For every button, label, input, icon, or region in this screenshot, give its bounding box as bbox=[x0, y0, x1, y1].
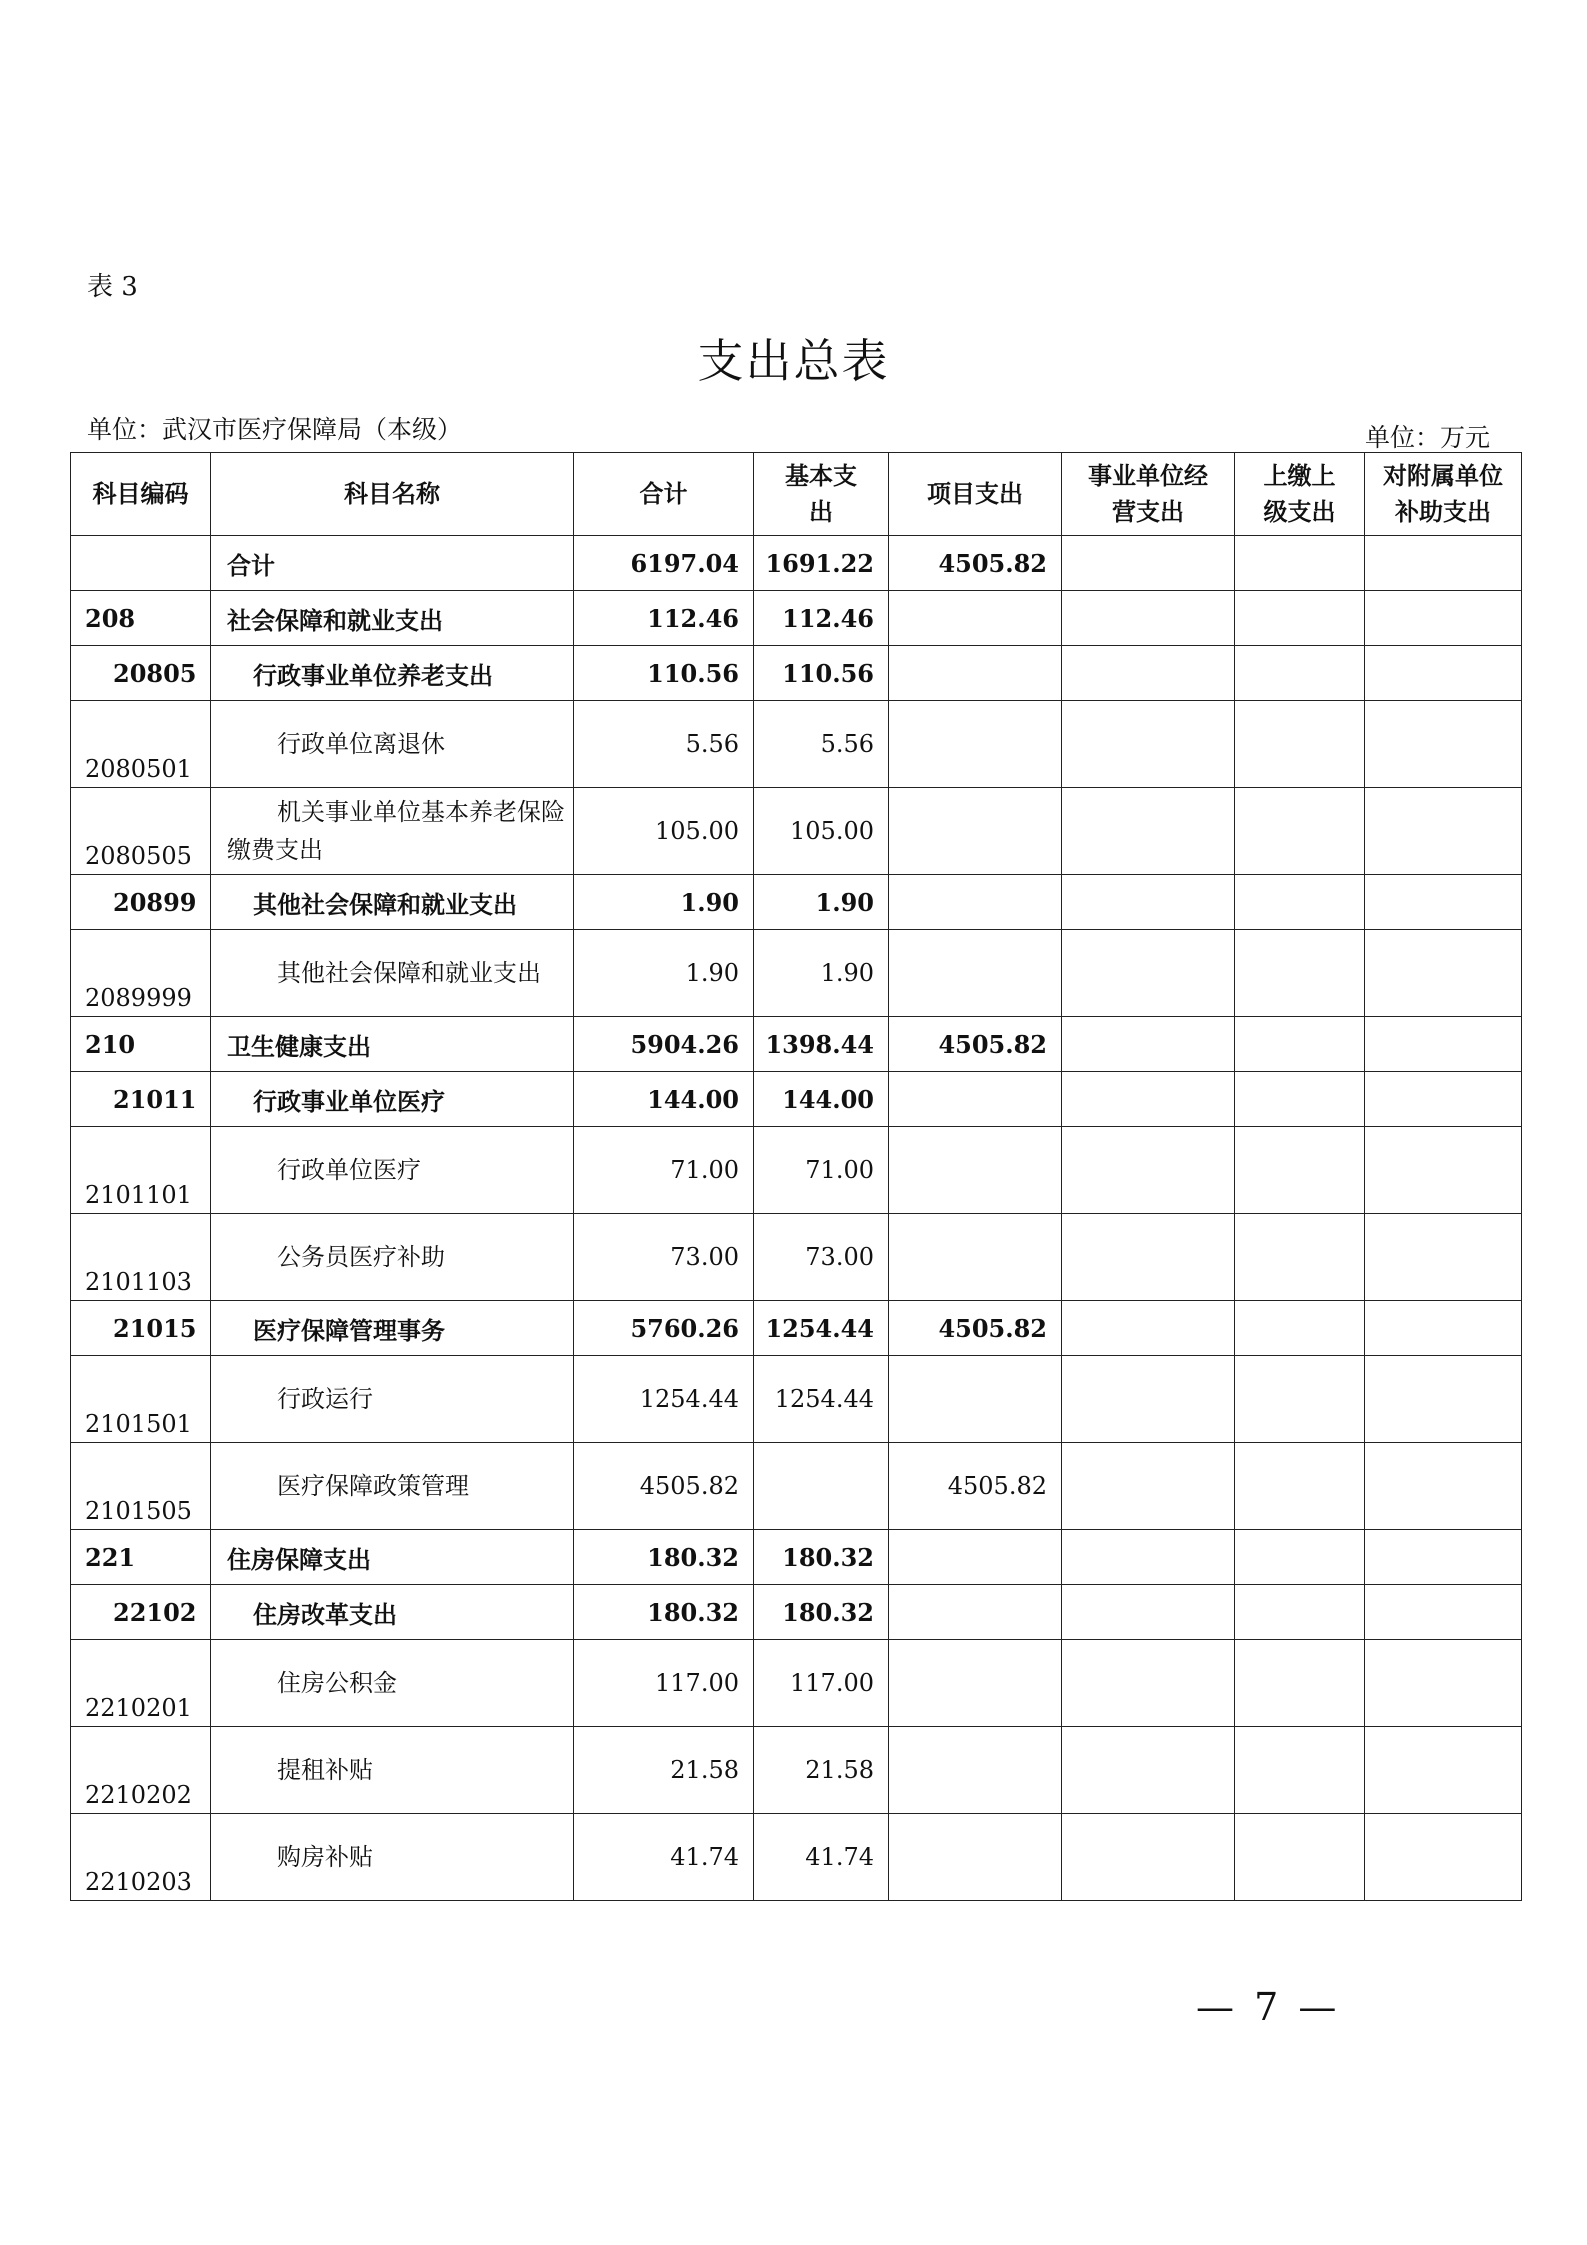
row-project bbox=[889, 1530, 1062, 1585]
row-project bbox=[889, 875, 1062, 930]
row-name: 住房公积金 bbox=[211, 1640, 574, 1727]
row-subsidy bbox=[1365, 1356, 1522, 1443]
row-upper bbox=[1235, 1072, 1365, 1127]
row-upper bbox=[1235, 1585, 1365, 1640]
row-subsidy bbox=[1365, 875, 1522, 930]
row-subsidy bbox=[1365, 930, 1522, 1017]
row-subsidy bbox=[1365, 1443, 1522, 1530]
row-upper bbox=[1235, 646, 1365, 701]
row-upper bbox=[1235, 1127, 1365, 1214]
row-project: 4505.82 bbox=[889, 1017, 1062, 1072]
row-subsidy bbox=[1365, 591, 1522, 646]
row-name: 机关事业单位基本养老保险缴费支出 bbox=[211, 788, 574, 875]
row-business bbox=[1062, 1727, 1235, 1814]
row-name: 住房改革支出 bbox=[211, 1585, 574, 1640]
unit-currency: 单位：万元 bbox=[1364, 423, 1490, 452]
row-name: 其他社会保障和就业支出 bbox=[211, 930, 574, 1017]
row-name: 行政事业单位医疗 bbox=[211, 1072, 574, 1127]
row-project bbox=[889, 1814, 1062, 1901]
row-name: 提租补贴 bbox=[211, 1727, 574, 1814]
row-business bbox=[1062, 1301, 1235, 1356]
table-row bbox=[71, 1727, 1522, 1814]
row-total: 180.32 bbox=[574, 1585, 754, 1640]
row-project: 4505.82 bbox=[889, 536, 1062, 591]
row-name: 行政事业单位养老支出 bbox=[211, 646, 574, 701]
row-project bbox=[889, 1072, 1062, 1127]
row-subsidy bbox=[1365, 536, 1522, 591]
row-subsidy bbox=[1365, 1640, 1522, 1727]
row-project bbox=[889, 788, 1062, 875]
row-business bbox=[1062, 1585, 1235, 1640]
row-basic: 21.58 bbox=[754, 1727, 889, 1814]
row-total: 110.56 bbox=[574, 646, 754, 701]
row-business bbox=[1062, 701, 1235, 788]
row-project bbox=[889, 1127, 1062, 1214]
row-basic bbox=[754, 1443, 889, 1530]
row-code: 2080505 bbox=[71, 788, 211, 875]
row-project: 4505.82 bbox=[889, 1301, 1062, 1356]
row-business bbox=[1062, 591, 1235, 646]
page-title: 支出总表 bbox=[697, 334, 890, 388]
row-basic: 180.32 bbox=[754, 1530, 889, 1585]
row-subsidy bbox=[1365, 1727, 1522, 1814]
table-row bbox=[71, 1127, 1522, 1214]
row-upper bbox=[1235, 875, 1365, 930]
table-row bbox=[71, 1301, 1522, 1356]
row-code: 20805 bbox=[71, 646, 211, 701]
row-name: 行政单位医疗 bbox=[211, 1127, 574, 1214]
row-upper bbox=[1235, 1356, 1365, 1443]
header-business: 事业单位经 营支出 bbox=[1062, 453, 1235, 536]
row-upper bbox=[1235, 1640, 1365, 1727]
row-name: 行政运行 bbox=[211, 1356, 574, 1443]
row-project bbox=[889, 930, 1062, 1017]
row-business bbox=[1062, 1127, 1235, 1214]
row-name: 社会保障和就业支出 bbox=[211, 591, 574, 646]
row-basic: 1.90 bbox=[754, 930, 889, 1017]
row-business bbox=[1062, 1814, 1235, 1901]
row-total: 117.00 bbox=[574, 1640, 754, 1727]
row-subsidy bbox=[1365, 1127, 1522, 1214]
row-subsidy bbox=[1365, 1530, 1522, 1585]
row-project bbox=[889, 591, 1062, 646]
row-subsidy bbox=[1365, 1072, 1522, 1127]
row-upper bbox=[1235, 930, 1365, 1017]
row-code: 2101505 bbox=[71, 1443, 211, 1530]
header-code: 科目编码 bbox=[71, 453, 211, 536]
row-business bbox=[1062, 646, 1235, 701]
row-basic: 1254.44 bbox=[754, 1301, 889, 1356]
row-name: 行政单位离退休 bbox=[211, 701, 574, 788]
row-code: 22102 bbox=[71, 1585, 211, 1640]
row-basic: 1691.22 bbox=[754, 536, 889, 591]
row-name: 购房补贴 bbox=[211, 1814, 574, 1901]
row-upper bbox=[1235, 1814, 1365, 1901]
table-row bbox=[71, 1017, 1522, 1072]
row-total: 21.58 bbox=[574, 1727, 754, 1814]
row-project bbox=[889, 1640, 1062, 1727]
row-total: 73.00 bbox=[574, 1214, 754, 1301]
row-project bbox=[889, 701, 1062, 788]
table-label: 表 3 bbox=[87, 272, 138, 302]
table-row bbox=[71, 875, 1522, 930]
row-name: 医疗保障政策管理 bbox=[211, 1443, 574, 1530]
row-total: 1.90 bbox=[574, 930, 754, 1017]
row-code bbox=[71, 536, 211, 591]
row-name: 其他社会保障和就业支出 bbox=[211, 875, 574, 930]
table-header-row bbox=[71, 453, 1522, 536]
row-business bbox=[1062, 788, 1235, 875]
row-total: 180.32 bbox=[574, 1530, 754, 1585]
expense-summary-table bbox=[70, 452, 1522, 1901]
row-project bbox=[889, 1214, 1062, 1301]
table-row bbox=[71, 1530, 1522, 1585]
row-subsidy bbox=[1365, 1017, 1522, 1072]
header-upper: 上缴上 级支出 bbox=[1235, 453, 1365, 536]
row-subsidy bbox=[1365, 646, 1522, 701]
row-name: 医疗保障管理事务 bbox=[211, 1301, 574, 1356]
row-basic: 41.74 bbox=[754, 1814, 889, 1901]
row-business bbox=[1062, 1072, 1235, 1127]
header-subsidy: 对附属单位 补助支出 bbox=[1365, 453, 1522, 536]
row-name: 卫生健康支出 bbox=[211, 1017, 574, 1072]
row-total: 5904.26 bbox=[574, 1017, 754, 1072]
row-name: 合计 bbox=[211, 536, 574, 591]
row-code: 2101103 bbox=[71, 1214, 211, 1301]
row-code: 21015 bbox=[71, 1301, 211, 1356]
row-code: 2101501 bbox=[71, 1356, 211, 1443]
row-subsidy bbox=[1365, 1301, 1522, 1356]
row-basic: 144.00 bbox=[754, 1072, 889, 1127]
row-total: 144.00 bbox=[574, 1072, 754, 1127]
row-code: 2210203 bbox=[71, 1814, 211, 1901]
row-total: 112.46 bbox=[574, 591, 754, 646]
row-total: 4505.82 bbox=[574, 1443, 754, 1530]
row-basic: 71.00 bbox=[754, 1127, 889, 1214]
table-row bbox=[71, 1356, 1522, 1443]
row-project bbox=[889, 1727, 1062, 1814]
row-project bbox=[889, 646, 1062, 701]
row-upper bbox=[1235, 1214, 1365, 1301]
table-row bbox=[71, 1072, 1522, 1127]
table-row bbox=[71, 591, 1522, 646]
row-subsidy bbox=[1365, 1214, 1522, 1301]
table-row bbox=[71, 1443, 1522, 1530]
table-row bbox=[71, 1814, 1522, 1901]
row-upper bbox=[1235, 536, 1365, 591]
row-code: 2101101 bbox=[71, 1127, 211, 1214]
table-row bbox=[71, 701, 1522, 788]
row-total: 1.90 bbox=[574, 875, 754, 930]
header-project: 项目支出 bbox=[889, 453, 1062, 536]
row-business bbox=[1062, 1530, 1235, 1585]
row-subsidy bbox=[1365, 1814, 1522, 1901]
table-row bbox=[71, 536, 1522, 591]
row-business bbox=[1062, 1356, 1235, 1443]
row-total: 41.74 bbox=[574, 1814, 754, 1901]
row-business bbox=[1062, 1640, 1235, 1727]
row-total: 5.56 bbox=[574, 701, 754, 788]
row-code: 2080501 bbox=[71, 701, 211, 788]
row-basic: 5.56 bbox=[754, 701, 889, 788]
row-basic: 112.46 bbox=[754, 591, 889, 646]
row-total: 5760.26 bbox=[574, 1301, 754, 1356]
row-business bbox=[1062, 875, 1235, 930]
row-code: 208 bbox=[71, 591, 211, 646]
row-name: 公务员医疗补助 bbox=[211, 1214, 574, 1301]
row-project: 4505.82 bbox=[889, 1443, 1062, 1530]
row-upper bbox=[1235, 701, 1365, 788]
row-code: 210 bbox=[71, 1017, 211, 1072]
header-name: 科目名称 bbox=[211, 453, 574, 536]
row-total: 1254.44 bbox=[574, 1356, 754, 1443]
row-basic: 117.00 bbox=[754, 1640, 889, 1727]
row-basic: 1.90 bbox=[754, 875, 889, 930]
row-code: 2089999 bbox=[71, 930, 211, 1017]
row-code: 221 bbox=[71, 1530, 211, 1585]
unit-organization: 单位：武汉市医疗保障局（本级） bbox=[87, 415, 463, 444]
row-name: 住房保障支出 bbox=[211, 1530, 574, 1585]
row-total: 71.00 bbox=[574, 1127, 754, 1214]
row-basic: 105.00 bbox=[754, 788, 889, 875]
row-business bbox=[1062, 930, 1235, 1017]
row-business bbox=[1062, 1017, 1235, 1072]
row-project bbox=[889, 1585, 1062, 1640]
row-upper bbox=[1235, 1530, 1365, 1585]
row-basic: 180.32 bbox=[754, 1585, 889, 1640]
row-upper bbox=[1235, 1443, 1365, 1530]
table-row bbox=[71, 1640, 1522, 1727]
row-code: 2210201 bbox=[71, 1640, 211, 1727]
row-upper bbox=[1235, 1017, 1365, 1072]
row-subsidy bbox=[1365, 788, 1522, 875]
row-business bbox=[1062, 536, 1235, 591]
header-total: 合计 bbox=[574, 453, 754, 536]
row-subsidy bbox=[1365, 1585, 1522, 1640]
row-total: 6197.04 bbox=[574, 536, 754, 591]
row-basic: 73.00 bbox=[754, 1214, 889, 1301]
row-upper bbox=[1235, 1727, 1365, 1814]
table-row bbox=[71, 930, 1522, 1017]
table-row bbox=[71, 646, 1522, 701]
row-subsidy bbox=[1365, 701, 1522, 788]
page-number: — 7 — bbox=[1196, 1985, 1341, 2029]
table-row bbox=[71, 788, 1522, 875]
row-project bbox=[889, 1356, 1062, 1443]
table-row bbox=[71, 1214, 1522, 1301]
row-basic: 1398.44 bbox=[754, 1017, 889, 1072]
row-code: 2210202 bbox=[71, 1727, 211, 1814]
row-upper bbox=[1235, 1301, 1365, 1356]
row-business bbox=[1062, 1214, 1235, 1301]
row-code: 20899 bbox=[71, 875, 211, 930]
row-basic: 110.56 bbox=[754, 646, 889, 701]
row-business bbox=[1062, 1443, 1235, 1530]
row-code: 21011 bbox=[71, 1072, 211, 1127]
row-basic: 1254.44 bbox=[754, 1356, 889, 1443]
row-upper bbox=[1235, 591, 1365, 646]
row-upper bbox=[1235, 788, 1365, 875]
table-body bbox=[71, 536, 1522, 1901]
table-row bbox=[71, 1585, 1522, 1640]
header-basic: 基本支 出 bbox=[754, 453, 889, 536]
row-total: 105.00 bbox=[574, 788, 754, 875]
